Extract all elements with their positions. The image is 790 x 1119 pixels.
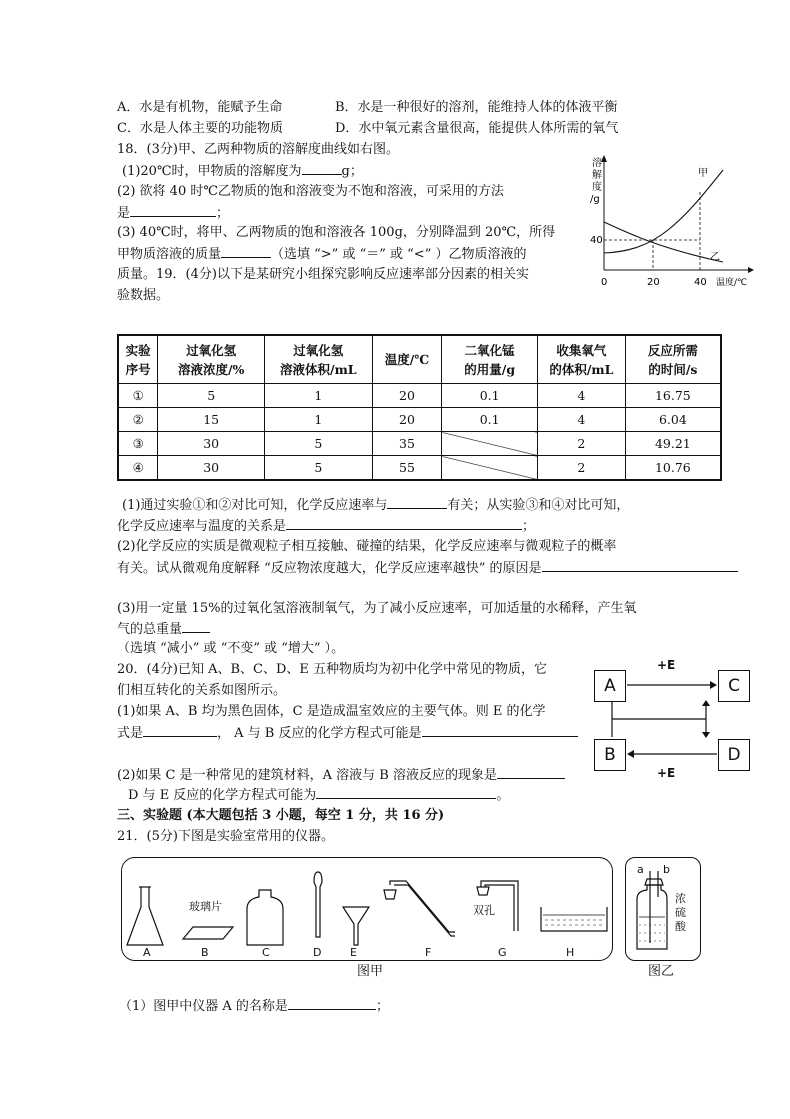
scheme-label-plus-e-bottom: +E: [657, 766, 676, 780]
scheme-box-b: B: [594, 739, 626, 771]
table-cell: 5: [158, 384, 265, 408]
table-cell: 1: [264, 408, 372, 432]
q19-part1a-text: (1)通过实验①和②对比可知，化学反应速率与: [122, 498, 388, 513]
table-header: 反应所需 的时间/s: [625, 335, 721, 384]
graph-axes: [601, 155, 754, 273]
table-cell: ④: [118, 456, 158, 481]
dropper-icon: [314, 872, 322, 937]
table-cell: 20: [372, 408, 442, 432]
answer-blank[interactable]: [497, 766, 565, 779]
q18-part2b-text: 是: [117, 206, 131, 221]
solubility-graph: [588, 150, 760, 296]
table-header: 收集氧气 的体积/mL: [538, 335, 626, 384]
table-cell: 6.04: [625, 408, 721, 432]
graph-ylabel-2: 解: [592, 170, 602, 181]
q18-part3d: 验数据。: [117, 288, 170, 303]
table-cell: 15: [158, 408, 265, 432]
graph-xlabel: 温度/℃: [716, 278, 748, 288]
apparatus-letter-g: G: [498, 946, 507, 959]
q19-part1a: [122, 496, 629, 515]
table-header: 过氧化氢 溶液浓度/%: [158, 335, 265, 384]
curve-yi-label: 乙: [710, 252, 720, 263]
q21-part1: [119, 997, 389, 1016]
q19-part2b: [117, 559, 738, 578]
q19-part3a: (3)用一定量 15%的过氧化氢溶液制氧气，为了减小反应速率，可加适量的水稀释，产生氧: [117, 601, 637, 616]
two-hole-stopper-icon: [477, 887, 489, 895]
q20-part2b-end: 。: [496, 788, 510, 803]
graph-xtick-0: 0: [601, 277, 608, 288]
answer-blank[interactable]: [182, 620, 210, 633]
answer-blank[interactable]: [302, 162, 342, 175]
q20-part2b-pre: D 与 E 反应的化学方程式可能为: [128, 788, 317, 803]
erlenmeyer-flask-icon: [127, 887, 163, 945]
q20-part1b-mid: ， A 与 B 反应的化学方程式可能是: [217, 726, 422, 741]
q21-part1-end: ；: [375, 999, 389, 1014]
table-cell: 30: [158, 456, 265, 481]
figure-yi-label-b: b: [663, 863, 670, 876]
graph-ytick-40: 40: [590, 235, 603, 246]
q18-title: 18．(3分)甲、乙两种物质的溶解度曲线如右图。: [117, 142, 399, 157]
q19-part1c: [117, 517, 535, 536]
stopper-tube-icon: [384, 890, 396, 899]
q18-part3b-pre: 甲物质溶液的质量: [117, 247, 222, 262]
apparatus-letter-h: H: [566, 946, 575, 959]
table-cell: 55: [372, 456, 442, 481]
answer-blank[interactable]: [288, 997, 376, 1010]
table-row: [118, 384, 721, 408]
table-row: [118, 432, 721, 456]
glass-slide-icon: [183, 927, 233, 939]
answer-blank[interactable]: [143, 724, 217, 737]
table-cell: 0.1: [442, 384, 538, 408]
funnel-icon: [343, 907, 369, 945]
q17-option-a: A．水是有机物，能赋予生命: [117, 100, 283, 115]
q18-part2b: [117, 204, 229, 223]
curve-jia: [604, 170, 723, 253]
table-cell: 5: [264, 432, 372, 456]
table-cell: 30: [158, 432, 265, 456]
table-cell: 4: [538, 408, 626, 432]
q21-title: 21．(5分)下图是实验室常用的仪器。: [117, 829, 334, 844]
q21-part1-text: （1）图甲中仪器 A 的名称是: [119, 999, 288, 1014]
q20-part1b: [117, 724, 578, 743]
apparatus-letter-a: A: [143, 946, 151, 959]
q19-part3b: [117, 620, 210, 639]
q17-option-b: B．水是一种很好的溶剂，能维持人体的体液平衡: [335, 100, 618, 115]
graph-ylabel-4: /g: [590, 194, 600, 205]
table-cell: 35: [372, 432, 442, 456]
q17-option-c: C．水是人体主要的功能物质: [117, 121, 283, 136]
q20-intro-a: 20．(4分)已知 A、B、C、D、E 五种物质均为初中化学中常见的物质，它: [117, 662, 548, 677]
scheme-box-c: C: [718, 670, 750, 702]
q18-part3a: (3) 40℃时，将甲、乙两物质的饱和溶液各 100g，分别降温到 20℃，所得: [117, 225, 556, 240]
q19-part1b-text: 有关；从实验③和④对比可知，: [447, 498, 630, 513]
q19-part2b-text: 有关。试从微观角度解释 “反应物浓度越大，化学反应速率越快” 的原因是: [117, 561, 542, 576]
q18-part3b: [117, 245, 526, 264]
figure-yi-label-nong: 浓: [675, 892, 686, 905]
glass-slide-label: 玻璃片: [189, 900, 222, 913]
q20-part2a-text: (2)如果 C 是一种常见的建筑材料，A 溶液与 B 溶液反应的现象是: [117, 768, 497, 783]
q20-part2a: [117, 766, 565, 785]
table-cell: 2: [538, 432, 626, 456]
table-header: 二氧化锰 的用量/g: [442, 335, 538, 384]
q18-part1-text: (1)20℃时，甲物质的溶解度为: [122, 164, 302, 179]
table-cell: 10.76: [625, 456, 721, 481]
graph-xtick-40: 40: [694, 277, 707, 288]
table-cell: 20: [372, 384, 442, 408]
q18-part1: [122, 162, 363, 181]
scheme-box-d: D: [718, 739, 750, 771]
q20-part1a: (1)如果 A、B 均为黑色固体，C 是造成温室效应的主要气体。则 E 的化学: [117, 704, 546, 719]
figure-jia-caption: 图甲: [357, 964, 384, 979]
table-row: [118, 408, 721, 432]
table-header: 实验 序号: [118, 335, 158, 384]
water-trough-icon: [541, 907, 607, 931]
table-cell: 1: [264, 384, 372, 408]
figure-yi-label-a: a: [637, 863, 644, 876]
table-cell: ①: [118, 384, 158, 408]
answer-blank[interactable]: [316, 786, 496, 799]
answer-blank[interactable]: [422, 724, 578, 737]
table-cell-empty-diagonal: [442, 432, 538, 456]
table-cell-empty-diagonal: [442, 456, 538, 481]
table-cell: 5: [264, 456, 372, 481]
two-hole-label: 双孔: [473, 904, 495, 917]
graph-ylabel-3: 度: [592, 182, 602, 193]
q19-part1c-end: ；: [522, 519, 536, 534]
table-cell: 4: [538, 384, 626, 408]
answer-blank[interactable]: [286, 517, 522, 530]
apparatus-letter-f: F: [425, 946, 432, 959]
graph-xtick-20: 20: [647, 277, 660, 288]
q18-part3c: 质量。19．(4分)以下是某研究小组探究影响反应速率部分因素的相关实: [117, 267, 529, 282]
apparatus-letter-e: E: [350, 946, 357, 959]
q19-part1c-text: 化学反应速率与温度的关系是: [117, 519, 287, 534]
q20-part2b: [128, 786, 509, 805]
q18-part3b-post: （选填 “>” 或 “＝” 或 “<” ）乙物质溶液的: [271, 247, 527, 262]
q20-intro-b: 们相互转化的关系如图所示。: [117, 683, 287, 698]
apparatus-letter-c: C: [262, 946, 270, 959]
table-cell: 0.1: [442, 408, 538, 432]
answer-blank[interactable]: [387, 496, 447, 509]
scheme-label-plus-e-top: +E: [657, 658, 676, 672]
scheme-arrows: [580, 660, 760, 780]
q18-part1-end: g；: [341, 164, 363, 179]
apparatus-letter-d: D: [313, 946, 322, 959]
table-row: [118, 456, 721, 481]
q18-part2-end: ；: [216, 206, 230, 221]
graph-ylabel-1: 溶: [592, 158, 602, 169]
curve-jia-label: 甲: [698, 168, 708, 179]
table-header-row: [118, 335, 721, 384]
q19-part3c: （选填 “减小” 或 “不变” 或 “增大” ）。: [117, 641, 345, 656]
table-cell: 16.75: [625, 384, 721, 408]
q18-part2: (2) 欲将 40 时℃乙物质的饱和溶液变为不饱和溶液，可采用的方法: [117, 184, 504, 199]
q19-part2a: (2)化学反应的实质是微观粒子相互接触、碰撞的结果，化学反应速率与微观粒子的概率: [117, 539, 617, 554]
figure-yi-label-suan: 酸: [675, 920, 686, 933]
q17-option-d: D．水中氧元素含量很高，能提供人体所需的氧气: [335, 121, 619, 136]
figure-yi-label-liu: 硫: [675, 906, 686, 919]
q19-part3b-text: 气的总重量: [117, 622, 183, 637]
figure-yi-caption: 图乙: [648, 964, 675, 979]
table-cell: ②: [118, 408, 158, 432]
answer-blank[interactable]: [542, 559, 738, 572]
table-header: 过氧化氢 溶液体积/mL: [264, 335, 372, 384]
experiment-table: [117, 334, 722, 481]
curve-yi: [604, 222, 723, 262]
table-header: 温度/℃: [372, 335, 442, 384]
section3-title: 三、实验题 (本大题包括 3 小题，每空 1 分，共 16 分): [117, 808, 445, 823]
scheme-box-a: A: [594, 670, 626, 702]
answer-blank[interactable]: [221, 245, 271, 258]
wide-mouth-bottle-icon: [247, 890, 283, 945]
table-cell: ③: [118, 432, 158, 456]
table-cell: 49.21: [625, 432, 721, 456]
apparatus-letter-b: B: [201, 946, 209, 959]
q20-part1b-pre: 式是: [117, 726, 144, 741]
answer-blank[interactable]: [130, 204, 216, 217]
table-cell: 2: [538, 456, 626, 481]
